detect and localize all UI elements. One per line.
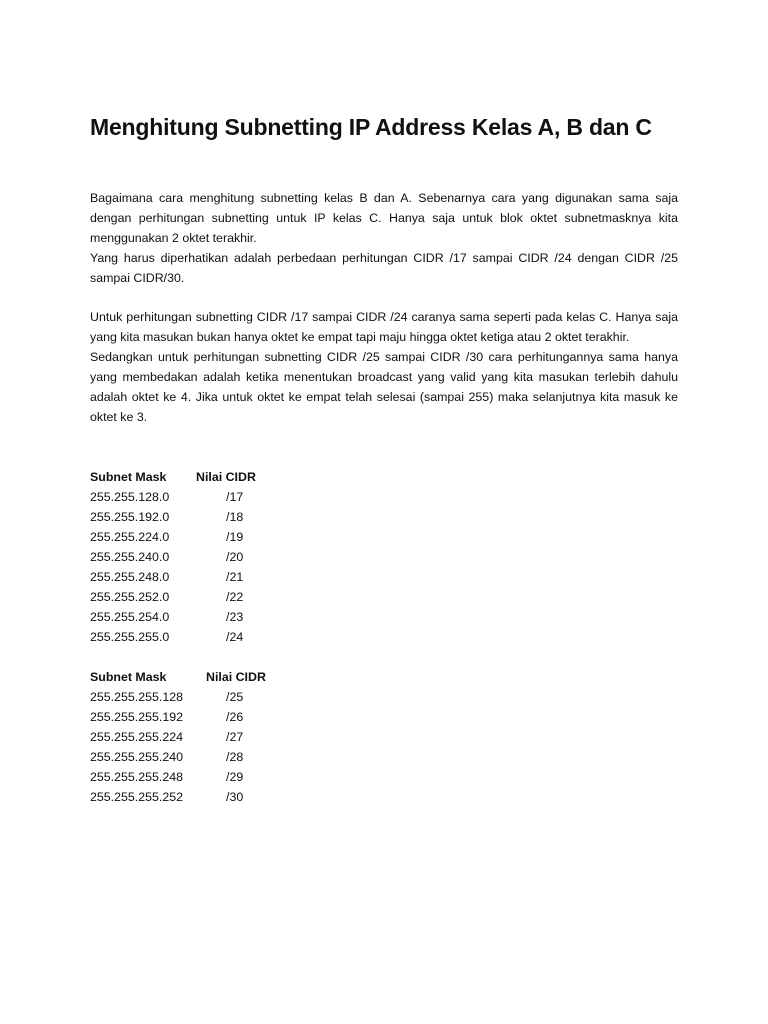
- header-nilai-cidr: Nilai CIDR: [206, 670, 266, 684]
- table-row: [90, 627, 390, 647]
- subnet-mask-cell: 255.255.255.224: [90, 730, 184, 744]
- table-row: [90, 727, 390, 747]
- header-subnet-mask: Subnet Mask: [90, 470, 167, 484]
- table-row: [90, 547, 390, 567]
- cidr-cell: /28: [226, 750, 244, 764]
- subnet-table-cidr-25-30: [90, 667, 390, 807]
- cidr-cell: /19: [226, 530, 244, 544]
- table-row: [90, 527, 390, 547]
- subnet-mask-cell: 255.255.255.240: [90, 750, 184, 764]
- subnet-mask-cell: 255.255.255.0: [90, 630, 170, 644]
- table-row: [90, 687, 390, 707]
- cidr-cell: /17: [226, 490, 244, 504]
- header-nilai-cidr: Nilai CIDR: [196, 470, 256, 484]
- cidr-cell: /22: [226, 590, 244, 604]
- cidr-cell: /21: [226, 570, 244, 584]
- cidr-cell: /27: [226, 730, 244, 744]
- header-subnet-mask: Subnet Mask: [90, 670, 167, 684]
- cidr-cell: /24: [226, 630, 244, 644]
- paragraph-cidr-25-30: Sedangkan untuk perhitungan subnetting CIDR /25 sampai CIDR /30 cara perhitungannya sama hanya yang membedakan adalah ketika menentukan broadcast yang valid yang kita masukan terlebih dahulu adalah oktet ke 4. Jika untuk oktet ke empat telah selesai (sampai 255) maka selanjutnya kita masuk ke oktet ke 3.: [90, 350, 678, 424]
- subnet-mask-cell: 255.255.192.0: [90, 510, 170, 524]
- paragraph-cidr-difference: Yang harus diperhatikan adalah perbedaan perhitungan CIDR /17 sampai CIDR /24 dengan CIDR /25 sampai CIDR/30.: [90, 251, 678, 285]
- table-header-row: [90, 467, 390, 487]
- table-row: [90, 787, 390, 807]
- cidr-cell: /23: [226, 610, 244, 624]
- paragraph-cidr-17-24: Untuk perhitungan subnetting CIDR /17 sampai CIDR /24 caranya sama seperti pada kelas C. Hanya saja yang kita masukan bukan hanya oktet ke empat tapi maju hingga oktet ketiga atau 2 oktet terakhir.: [90, 310, 678, 344]
- subnet-mask-cell: 255.255.255.252: [90, 790, 184, 804]
- cidr-cell: /26: [226, 710, 244, 724]
- table-row: [90, 707, 390, 727]
- cidr-cell: /30: [226, 790, 244, 804]
- paragraph-intro: Bagaimana cara menghitung subnetting kelas B dan A. Sebenarnya cara yang digunakan sama saja dengan perhitungan subnetting untuk IP kelas C. Hanya saja untuk blok oktet subnetmasknya kita menggunakan 2 oktet terakhir.: [90, 191, 678, 245]
- subnet-mask-cell: 255.255.248.0: [90, 570, 170, 584]
- subnet-mask-cell: 255.255.255.248: [90, 770, 184, 784]
- subnet-mask-cell: 255.255.252.0: [90, 590, 170, 604]
- cidr-cell: /29: [226, 770, 244, 784]
- table-row: [90, 507, 390, 527]
- cidr-cell: /20: [226, 550, 244, 564]
- table-row: [90, 487, 390, 507]
- table-header-row: [90, 667, 390, 687]
- table-row: [90, 607, 390, 627]
- table-row: [90, 767, 390, 787]
- subnet-mask-cell: 255.255.255.192: [90, 710, 184, 724]
- table-row: [90, 567, 390, 587]
- page-title: Menghitung Subnetting IP Address Kelas A, B dan C: [90, 114, 652, 140]
- table-row: [90, 587, 390, 607]
- subnet-mask-cell: 255.255.255.128: [90, 690, 184, 704]
- subnet-mask-cell: 255.255.254.0: [90, 610, 170, 624]
- cidr-cell: /25: [226, 690, 244, 704]
- subnet-mask-cell: 255.255.128.0: [90, 490, 170, 504]
- cidr-cell: /18: [226, 510, 244, 524]
- subnet-table-cidr-17-24: [90, 467, 390, 647]
- subnet-mask-cell: 255.255.224.0: [90, 530, 170, 544]
- table-row: [90, 747, 390, 767]
- subnet-mask-cell: 255.255.240.0: [90, 550, 170, 564]
